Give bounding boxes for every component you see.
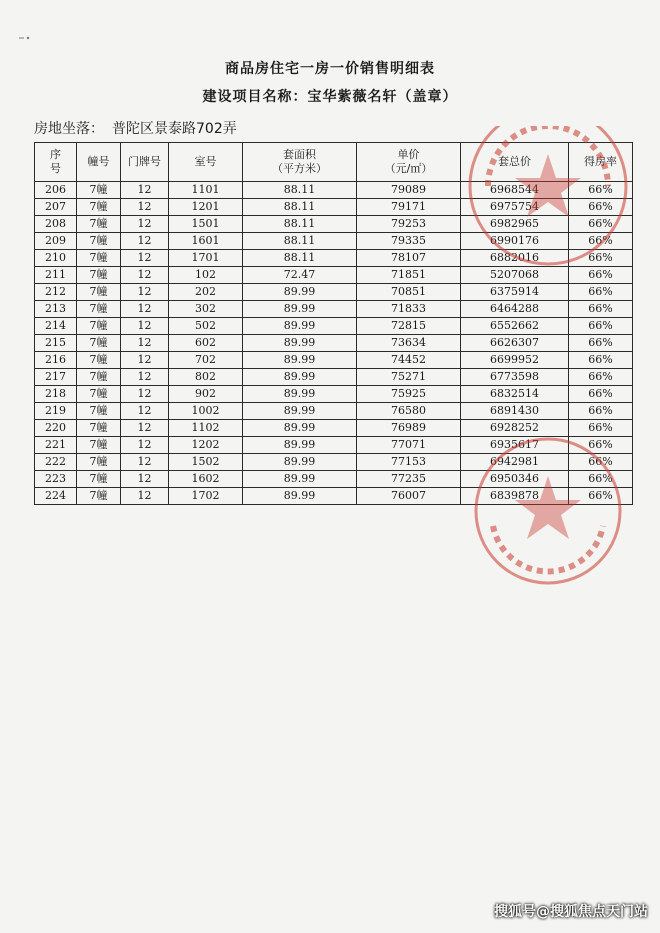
cell-total: 6928252: [461, 420, 569, 437]
cell-building: 7幢: [77, 233, 121, 250]
cell-seq: 218: [35, 386, 77, 403]
cell-rate: 66%: [569, 403, 633, 420]
header-price: [357, 143, 461, 182]
cell-room: 1202: [169, 437, 243, 454]
table-row: [35, 369, 633, 386]
cell-total: 6882016: [461, 250, 569, 267]
cell-building: 7幢: [77, 284, 121, 301]
source-watermark: 搜狐号@搜狐焦点天门站: [494, 904, 648, 920]
header-rate: 得房率: [569, 143, 633, 182]
location-label: 房地坐落：: [34, 121, 104, 137]
cell-building: 7幢: [77, 471, 121, 488]
cell-rate: 66%: [569, 199, 633, 216]
cell-building: 7幢: [77, 454, 121, 471]
cell-total: 6990176: [461, 233, 569, 250]
table-row: [35, 454, 633, 471]
cell-door: 12: [121, 471, 169, 488]
location-value: 普陀区景泰路702弄: [112, 121, 237, 137]
table-row: [35, 318, 633, 335]
cell-building: 7幢: [77, 335, 121, 352]
header-door: 门牌号: [121, 143, 169, 182]
cell-area: 88.11: [243, 250, 357, 267]
cell-price: 76580: [357, 403, 461, 420]
cell-price: 77153: [357, 454, 461, 471]
cell-seq: 215: [35, 335, 77, 352]
cell-room: 802: [169, 369, 243, 386]
cell-rate: 66%: [569, 233, 633, 250]
table-row: [35, 216, 633, 233]
cell-total: 5207068: [461, 267, 569, 284]
cell-total: 6968544: [461, 182, 569, 199]
cell-door: 12: [121, 352, 169, 369]
cell-seq: 208: [35, 216, 77, 233]
cell-room: 1701: [169, 250, 243, 267]
cell-total: 6975754: [461, 199, 569, 216]
cell-door: 12: [121, 318, 169, 335]
cell-area: 89.99: [243, 454, 357, 471]
scan-mark-icon: [18, 34, 32, 42]
location-line: [34, 118, 237, 138]
cell-seq: 221: [35, 437, 77, 454]
cell-room: 502: [169, 318, 243, 335]
cell-total: 6552662: [461, 318, 569, 335]
cell-door: 12: [121, 301, 169, 318]
cell-price: 72815: [357, 318, 461, 335]
cell-rate: 66%: [569, 267, 633, 284]
table-row: [35, 301, 633, 318]
cell-price: 75925: [357, 386, 461, 403]
cell-rate: 66%: [569, 318, 633, 335]
cell-total: 6832514: [461, 386, 569, 403]
cell-room: 302: [169, 301, 243, 318]
cell-area: 89.99: [243, 386, 357, 403]
cell-room: 1601: [169, 233, 243, 250]
table-row: [35, 182, 633, 199]
cell-total: 6935617: [461, 437, 569, 454]
cell-room: 602: [169, 335, 243, 352]
cell-building: 7幢: [77, 403, 121, 420]
cell-door: 12: [121, 488, 169, 505]
table-row: [35, 250, 633, 267]
cell-door: 12: [121, 284, 169, 301]
cell-door: 12: [121, 420, 169, 437]
cell-room: 1502: [169, 454, 243, 471]
cell-seq: 206: [35, 182, 77, 199]
cell-area: 89.99: [243, 335, 357, 352]
cell-area: 89.99: [243, 403, 357, 420]
cell-building: 7幢: [77, 301, 121, 318]
table-row: [35, 471, 633, 488]
cell-door: 12: [121, 199, 169, 216]
cell-price: 79253: [357, 216, 461, 233]
cell-seq: 223: [35, 471, 77, 488]
cell-seq: 220: [35, 420, 77, 437]
document-title: 商品房住宅一房一价销售明细表: [225, 61, 435, 77]
cell-price: 77235: [357, 471, 461, 488]
cell-building: 7幢: [77, 386, 121, 403]
cell-rate: 66%: [569, 471, 633, 488]
cell-room: 202: [169, 284, 243, 301]
cell-seq: 217: [35, 369, 77, 386]
cell-seq: 210: [35, 250, 77, 267]
cell-area: 89.99: [243, 437, 357, 454]
cell-area: 89.99: [243, 318, 357, 335]
cell-seq: 222: [35, 454, 77, 471]
cell-room: 1602: [169, 471, 243, 488]
cell-rate: 66%: [569, 216, 633, 233]
table-row: [35, 233, 633, 250]
table-row: [35, 386, 633, 403]
cell-price: 79335: [357, 233, 461, 250]
cell-area: 88.11: [243, 233, 357, 250]
cell-door: 12: [121, 369, 169, 386]
cell-seq: 209: [35, 233, 77, 250]
cell-price: 76989: [357, 420, 461, 437]
cell-rate: 66%: [569, 284, 633, 301]
cell-building: 7幢: [77, 199, 121, 216]
cell-building: 7幢: [77, 267, 121, 284]
cell-price: 73634: [357, 335, 461, 352]
cell-area: 89.99: [243, 471, 357, 488]
cell-door: 12: [121, 250, 169, 267]
cell-rate: 66%: [569, 250, 633, 267]
cell-total: 6891430: [461, 403, 569, 420]
cell-area: 89.99: [243, 352, 357, 369]
cell-price: 71851: [357, 267, 461, 284]
cell-rate: 66%: [569, 420, 633, 437]
cell-price: 75271: [357, 369, 461, 386]
table-row: [35, 437, 633, 454]
cell-seq: 219: [35, 403, 77, 420]
cell-building: 7幢: [77, 318, 121, 335]
cell-rate: 66%: [569, 335, 633, 352]
header-area: [243, 143, 357, 182]
cell-area: 72.47: [243, 267, 357, 284]
cell-door: 12: [121, 216, 169, 233]
cell-price: 79089: [357, 182, 461, 199]
header-price-line2: （元/㎡）: [384, 162, 433, 175]
cell-total: 6626307: [461, 335, 569, 352]
cell-rate: 66%: [569, 182, 633, 199]
cell-building: 7幢: [77, 216, 121, 233]
project-name-line: 建设项目名称：宝华紫薇名轩（盖章）: [202, 89, 458, 105]
cell-door: 12: [121, 403, 169, 420]
cell-room: 1702: [169, 488, 243, 505]
header-room: 室号: [169, 143, 243, 182]
cell-total: 6942981: [461, 454, 569, 471]
cell-area: 89.99: [243, 301, 357, 318]
cell-room: 1201: [169, 199, 243, 216]
cell-area: 89.99: [243, 369, 357, 386]
cell-building: 7幢: [77, 488, 121, 505]
sales-table: [34, 142, 633, 505]
cell-door: 12: [121, 335, 169, 352]
cell-area: 88.11: [243, 199, 357, 216]
cell-total: 6699952: [461, 352, 569, 369]
cell-seq: 224: [35, 488, 77, 505]
table-row: [35, 420, 633, 437]
cell-area: 89.99: [243, 488, 357, 505]
cell-seq: 211: [35, 267, 77, 284]
cell-area: 89.99: [243, 284, 357, 301]
table-row: [35, 335, 633, 352]
header-price-line1: 单价: [397, 148, 420, 161]
cell-door: 12: [121, 233, 169, 250]
table-row: [35, 352, 633, 369]
table-row: [35, 284, 633, 301]
cell-building: 7幢: [77, 437, 121, 454]
table-row: [35, 488, 633, 505]
cell-price: 77071: [357, 437, 461, 454]
sales-table-body: [35, 182, 633, 505]
cell-seq: 213: [35, 301, 77, 318]
cell-room: 1102: [169, 420, 243, 437]
cell-door: 12: [121, 386, 169, 403]
cell-building: 7幢: [77, 182, 121, 199]
cell-total: 6839878: [461, 488, 569, 505]
cell-room: 702: [169, 352, 243, 369]
cell-rate: 66%: [569, 386, 633, 403]
header-building: 幢号: [77, 143, 121, 182]
header-seq: 序号: [35, 143, 77, 182]
cell-room: 1101: [169, 182, 243, 199]
cell-door: 12: [121, 182, 169, 199]
cell-door: 12: [121, 454, 169, 471]
cell-seq: 214: [35, 318, 77, 335]
header-area-line2: （平方米）: [272, 162, 327, 175]
cell-room: 1002: [169, 403, 243, 420]
cell-rate: 66%: [569, 437, 633, 454]
cell-total: 6464288: [461, 301, 569, 318]
cell-price: 71833: [357, 301, 461, 318]
cell-price: 78107: [357, 250, 461, 267]
cell-rate: 66%: [569, 488, 633, 505]
cell-room: 902: [169, 386, 243, 403]
cell-rate: 66%: [569, 352, 633, 369]
cell-rate: 66%: [569, 369, 633, 386]
cell-rate: 66%: [569, 454, 633, 471]
cell-total: 6950346: [461, 471, 569, 488]
cell-price: 70851: [357, 284, 461, 301]
cell-building: 7幢: [77, 420, 121, 437]
cell-building: 7幢: [77, 352, 121, 369]
table-row: [35, 403, 633, 420]
cell-area: 88.11: [243, 216, 357, 233]
cell-total: 6773598: [461, 369, 569, 386]
cell-seq: 216: [35, 352, 77, 369]
header-total: 套总价: [461, 143, 569, 182]
cell-seq: 212: [35, 284, 77, 301]
cell-room: 1501: [169, 216, 243, 233]
cell-area: 89.99: [243, 420, 357, 437]
cell-building: 7幢: [77, 250, 121, 267]
cell-total: 6375914: [461, 284, 569, 301]
table-header-row: [35, 143, 633, 182]
table-row: [35, 267, 633, 284]
cell-rate: 66%: [569, 301, 633, 318]
cell-price: 74452: [357, 352, 461, 369]
cell-building: 7幢: [77, 369, 121, 386]
cell-price: 76007: [357, 488, 461, 505]
cell-seq: 207: [35, 199, 77, 216]
cell-door: 12: [121, 267, 169, 284]
table-row: [35, 199, 633, 216]
cell-room: 102: [169, 267, 243, 284]
cell-total: 6982965: [461, 216, 569, 233]
header-area-line1: 套面积: [283, 148, 316, 161]
cell-area: 88.11: [243, 182, 357, 199]
cell-door: 12: [121, 437, 169, 454]
cell-price: 79171: [357, 199, 461, 216]
